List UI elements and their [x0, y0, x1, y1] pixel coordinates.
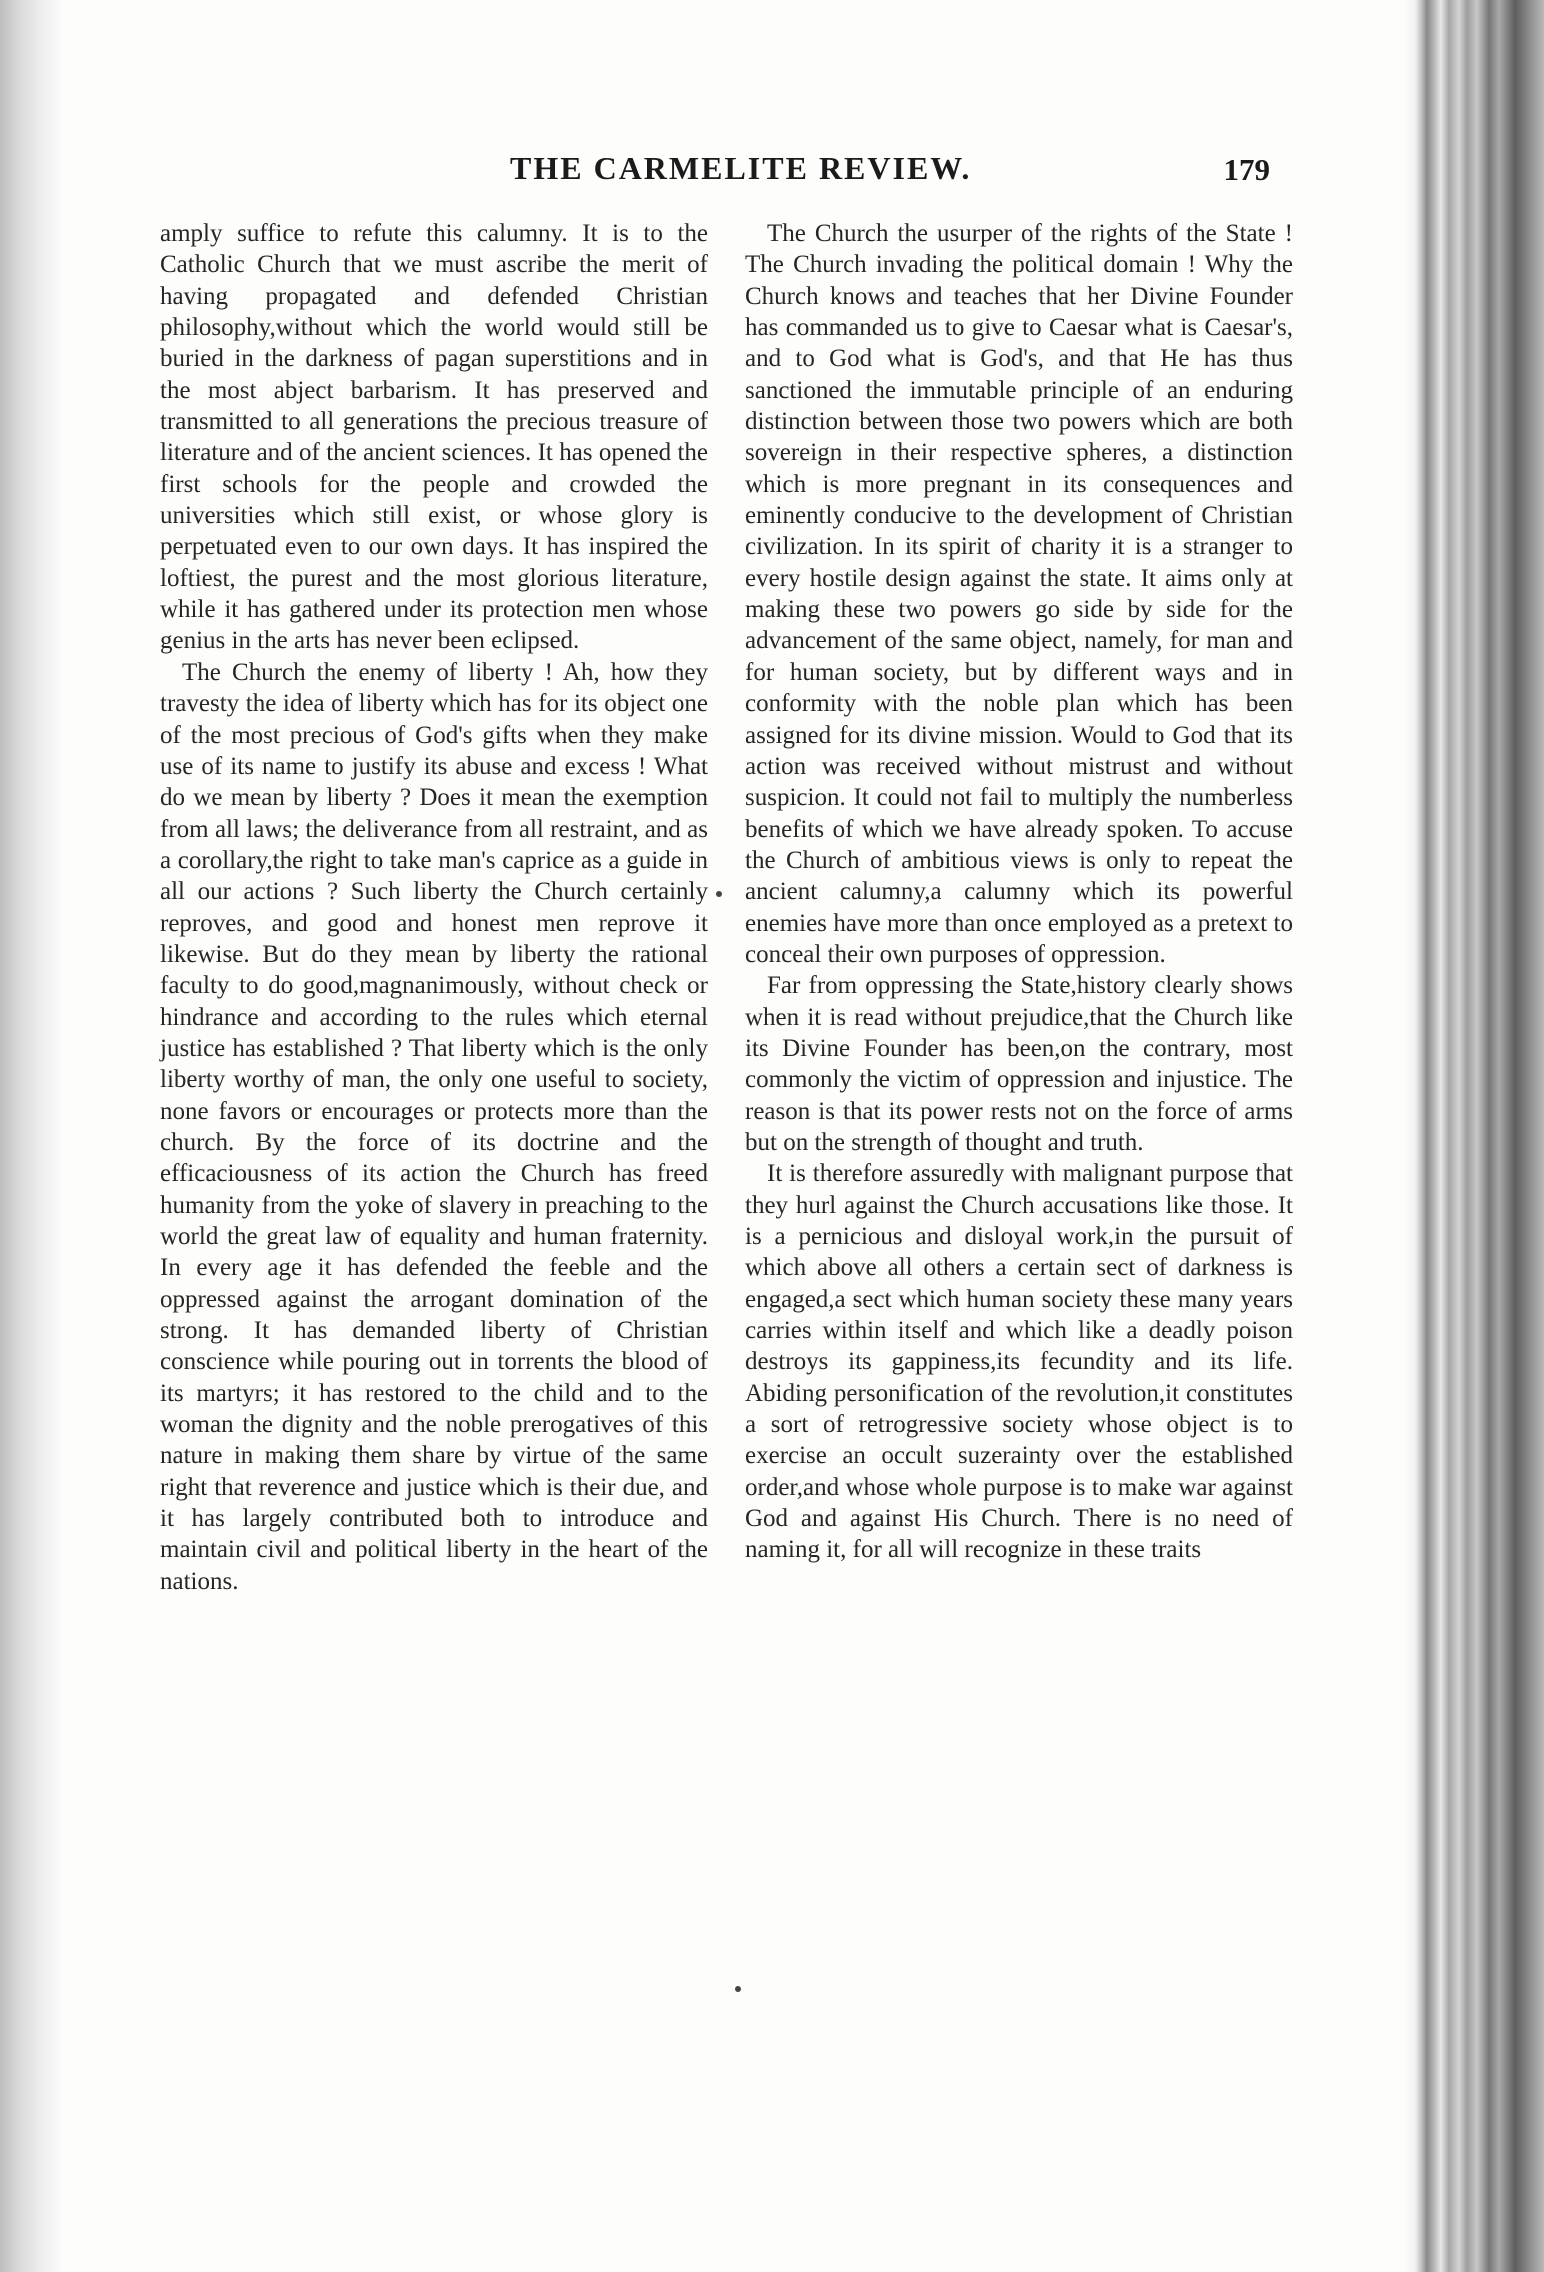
left-column — [160, 218, 708, 2018]
paragraph: It is therefore assuredly with malignant purpose that they hurl against the Church accusations like those. It is a pernicious and disloyal work,in the pursuit of which above all others a certain sect of darkness is engaged,a sect which human society these many years carries within itself and which like a deadly poison destroys its gappiness,its fecundity and its life. Abiding personification of the revolution,it constitutes a sort of retrogressive society whose object is to exercise an occult suzerainty over the established order,and whose whole purpose is to make war against God and against His Church. There is no need of naming it, for all will recognize in these traits — [745, 1160, 1293, 1564]
paragraph: The Church the usurper of the rights of the State ! The Church invading the political domain ! Why the Church knows and teaches that her Divine Founder has commanded us to give to Caesar what is Caesar's, and to God what is God's, and that He has thus sanctioned the immutable principle of an enduring distinction between those two powers which are both sovereign in their respective spheres, a distinction which is more pregnant in its consequences and eminently conducive to the development of Christian civilization. In its spirit of charity it is a stranger to every hostile design against the state. It aims only at making these two powers go side by side for the advancement of the same object, namely, for man and for human society, but by different ways and in conformity with the noble plan which has been assigned for its divine mission. Would to God that its action was received without mistrust and without suspicion. It could not fail to multiply the numberless benefits of which we have already spoken. To accuse the Church of ambitious views is only to repeat the ancient calumny,a calumny which its powerful enemies have more than once employed as a pretext to conceal their own purposes of oppression. — [745, 220, 1293, 968]
paragraph: The Church the enemy of liberty ! Ah, how they travesty the idea of liberty which has for its object one of the most precious of God's gifts when they make use of its name to justify its abuse and excess ! What do we mean by liberty ? Does it mean the exemption from all laws; the deliverance from all restraint, and as a corollary,the right to take man's caprice as a guide in all our actions ? Such liberty the Church certainly reproves, and good and honest men reprove it likewise. But do they mean by liberty the rational faculty to do good,magnanimously, without check or hindrance and according to the rules which eternal justice has established ? That liberty which is the only liberty worthy of man, the only one useful to society, none favors or encourages or protects more than the church. By the force of its doctrine and the efficaciousness of its action the Church has freed humanity from the yoke of slavery in preaching to the world the great law of equality and human fraternity. In every age it has defended the feeble and the oppressed against the arrogant domination of the strong. It has demanded liberty of Christian conscience while pouring out in torrents the blood of its martyrs; it has restored to the child and to the woman the dignity and the noble prerogatives of this nature in making them share by virtue of the same right that reverence and justice which is their due, and it has largely contributed both to introduce and maintain civil and political liberty in the heart of the nations. — [160, 658, 708, 1595]
paragraph: Far from oppressing the State,history clearly shows when it is read without prejudice,that the Church like its Divine Founder has been,on the contrary, most commonly the victim of oppression and injustice. The reason is that its power rests not on the force of arms but on the strength of thought and truth. — [745, 972, 1293, 1156]
paragraph: amply suffice to refute this calumny. It is to the Catholic Church that we must ascribe the merit of having propagated and defended Christian philosophy,without which the world would still be buried in the darkness of pagan superstitions and in the most abject barbarism. It has preserved and transmitted to all generations the precious treasure of literature and of the ancient sciences. It has opened the first schools for the people and crowded the universities which still exist, or whose glory is perpetuated even to our own days. It has inspired the loftiest, the purest and the most glorious literature, while it has gathered under its protection men whose genius in the arts has never been eclipsed. — [160, 220, 708, 655]
ink-speck — [735, 1986, 741, 1992]
page-number: 179 — [1223, 152, 1270, 187]
page-gutter-shadow — [0, 0, 62, 2272]
page-header — [510, 150, 1270, 200]
running-title: THE CARMELITE REVIEW. — [510, 150, 972, 186]
right-column — [745, 218, 1293, 2018]
ink-speck — [716, 891, 722, 897]
book-fore-edge — [1405, 0, 1544, 2272]
